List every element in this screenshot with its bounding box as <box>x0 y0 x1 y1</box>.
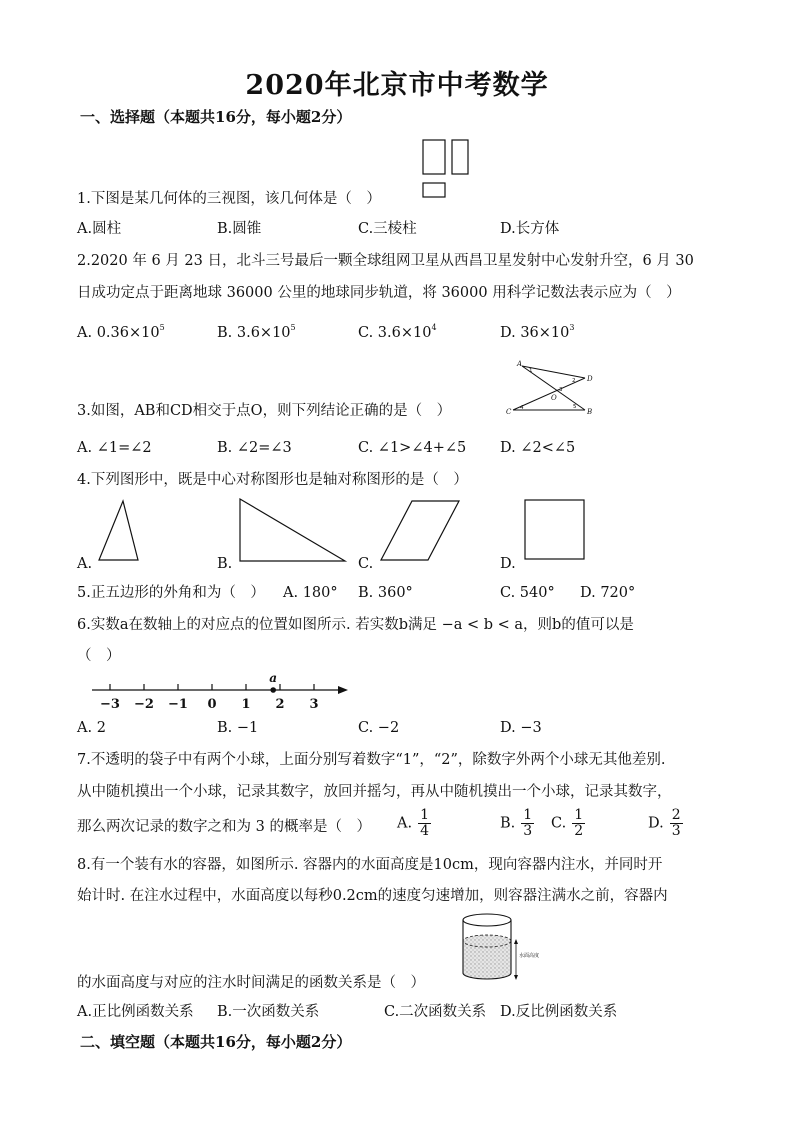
number-line-tick-label: 1 <box>241 697 251 712</box>
q7-option-a: A. $\frac{1}{4}$ <box>397 807 430 839</box>
point-a-marker <box>270 687 276 693</box>
q8-option-c: C.二次函数关系 <box>384 1004 487 1020</box>
q7-line1: 7.不透明的袋子中有两个小球，上面分别写着数字“1”，“2”，除数字外两个小球无其他差别. <box>77 752 666 768</box>
q8-option-d: D.反比例函数关系 <box>500 1004 618 1020</box>
q3-stem: 3.如图，AB和CD相交于点O，则下列结论正确的是（ ） <box>77 403 452 419</box>
q5-stem: 5.正五边形的外角和为（ ） <box>77 585 265 601</box>
q7-line2: 从中随机摸出一个小球，记录其数字，放回并摇匀，再从中随机摸出一个小球，记录其数字， <box>77 784 672 800</box>
q6-line2: （ ） <box>77 648 121 664</box>
angle-label-3: 3 <box>559 387 563 393</box>
section-heading-choice: 一、选择题（本题共16分，每小题2分） <box>80 108 352 126</box>
page-title: 2020年北京市中考数学 <box>245 70 549 101</box>
q4-option-b: B. <box>217 556 233 572</box>
q5-option-c: C. 540° <box>500 585 555 601</box>
q2-line1: 2.2020 年 6 月 23 日，北斗三号最后一颗全球组网卫星从西昌卫星发射中心发射升空，6 月 30 <box>77 253 694 269</box>
q8-line2: 始计时. 在注水过程中，水面高度以每秒0.2cm的速度匀速增加，则容器注满水之前，容器内 <box>77 888 668 904</box>
q4-shapes-cd <box>380 497 590 567</box>
q8-option-a: A.正比例函数关系 <box>77 1004 194 1020</box>
number-line-tick-label: −3 <box>100 697 120 712</box>
q2-line2: 日成功定点于距离地球 36000 公里的地球同步轨道，将 36000 用科学记数法表示应为（ ） <box>77 285 681 301</box>
water-fill <box>463 935 511 979</box>
q6-line1: 6.实数a在数轴上的对应点的位置如图所示. 若实数b满足 −a < b < a，则b的值可以是 <box>77 617 634 633</box>
parallelogram-shape <box>381 501 459 560</box>
q2-option-b: B. $3.6\times 10^5$ <box>217 323 296 341</box>
q5-option-b: B. 360° <box>358 585 413 601</box>
label-D: D <box>587 375 593 383</box>
q4-stem: 4.下列图形中，既是中心对称图形也是轴对称图形的是（ ） <box>77 472 468 488</box>
q7-option-d: D. $\frac{2}{3}$ <box>648 807 681 839</box>
q8-option-b: B.一次函数关系 <box>217 1004 320 1020</box>
number-line-tick-label: 2 <box>275 697 285 712</box>
q4-option-c: C. <box>358 556 374 572</box>
q8-line1: 8.有一个装有水的容器，如图所示. 容器内的水面高度是10cm，现向容器内注水，并同时开 <box>77 857 663 873</box>
point-a-label: a <box>269 671 278 685</box>
angle-label-5: 5 <box>573 404 577 410</box>
number-line-tick-label: 0 <box>207 697 217 712</box>
label-A: A <box>517 360 523 368</box>
q1-option-d: D.长方体 <box>500 221 560 237</box>
water-container-figure <box>458 911 538 983</box>
intersecting-lines-figure <box>505 358 597 416</box>
isosceles-triangle-shape <box>99 501 138 560</box>
number-line-arrow-icon <box>338 686 348 694</box>
q2-option-c: C. $3.6\times 10^4$ <box>358 323 437 341</box>
q6-option-c: C. −2 <box>358 720 400 736</box>
angle-label-1: 1 <box>529 368 533 374</box>
q7-option-c: C. $\frac{1}{2}$ <box>551 807 584 839</box>
angle-label-4: 4 <box>520 405 524 411</box>
q6-option-d: D. −3 <box>500 720 542 736</box>
q5-option-a: A. 180° <box>283 585 338 601</box>
three-views-figure <box>422 139 472 201</box>
label-O: O <box>551 394 557 402</box>
label-B: B <box>587 408 593 416</box>
q4-option-d: D. <box>500 556 516 572</box>
q5-option-d: D. 720° <box>580 585 636 601</box>
q1-option-b: B.圆锥 <box>217 221 262 237</box>
q3-option-d: D. ∠2<∠5 <box>500 440 576 456</box>
square-shape <box>525 500 584 559</box>
water-height-label: 水面高度 <box>519 953 540 959</box>
number-line-tick-label: −1 <box>168 697 188 712</box>
q2-option-a: A. $0.36\times 10^5$ <box>77 323 165 341</box>
q7-option-b: B. $\frac{1}{3}$ <box>500 807 533 839</box>
q1-option-c: C.三棱柱 <box>358 221 417 237</box>
q6-option-a: A. 2 <box>77 720 106 736</box>
angle-label-2: 2 <box>572 378 576 384</box>
number-line-figure <box>90 670 350 714</box>
q3-option-c: C. ∠1>∠4+∠5 <box>358 440 467 456</box>
right-triangle-shape <box>240 499 345 561</box>
q3-option-b: B. ∠2=∠3 <box>217 440 292 456</box>
q4-option-a: A. <box>77 556 93 572</box>
label-C: C <box>506 408 512 416</box>
number-line-tick-label: 3 <box>309 697 319 712</box>
section-heading-fill: 二、填空题（本题共16分，每小题2分） <box>80 1033 352 1051</box>
q6-option-b: B. −1 <box>217 720 259 736</box>
q2-option-d: D. $36\times 10^3$ <box>500 323 575 341</box>
q1-stem: 1.下图是某几何体的三视图，该几何体是（ ） <box>77 191 381 207</box>
q3-option-a: A. ∠1=∠2 <box>77 440 152 456</box>
q7-line3: 那么两次记录的数字之和为 3 的概率是（ ） <box>77 819 371 835</box>
number-line-tick-label: −2 <box>134 697 154 712</box>
q1-option-a: A.圆柱 <box>77 221 122 237</box>
q8-line3: 的水面高度与对应的注水时间满足的函数关系是（ ） <box>77 975 425 991</box>
